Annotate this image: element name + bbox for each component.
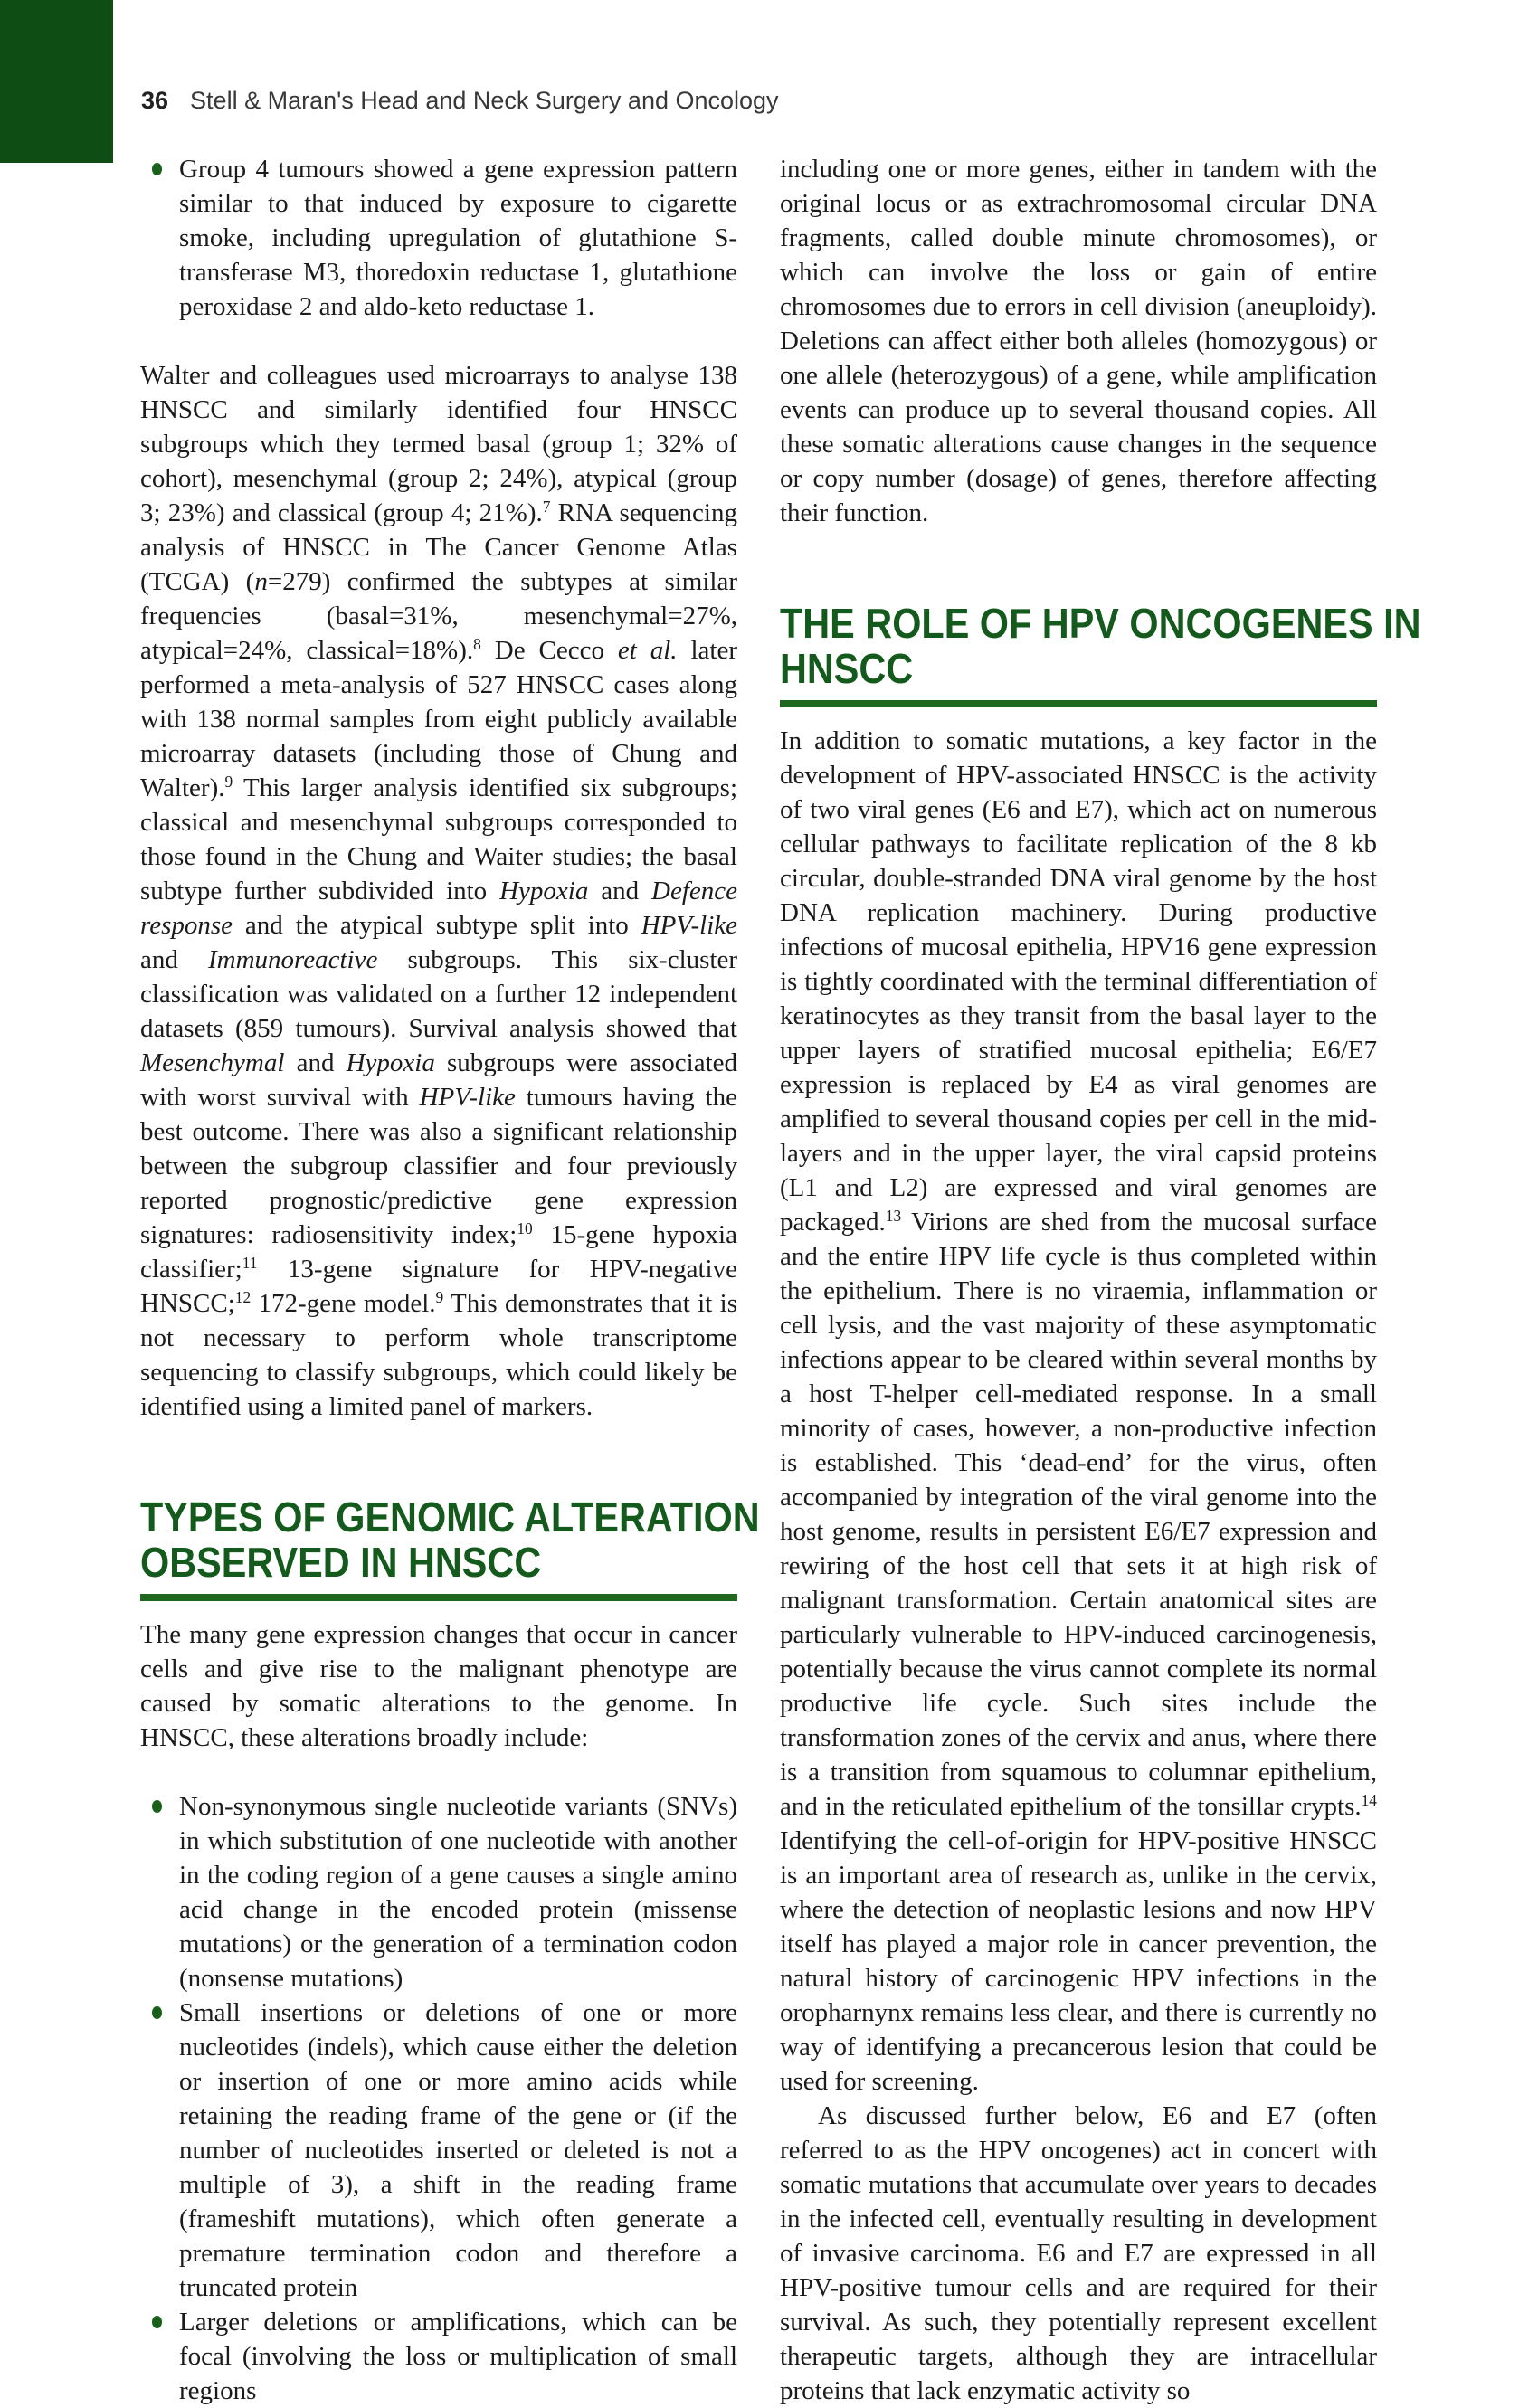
bullet-marker [152,1800,162,1813]
bullet-list [140,152,737,324]
paragraph: As discussed further below, E6 and E7 (often referred to as the HPV oncogenes) act in concert with somatic mutations that accumulate over years to decades in the infected cell, eventually resulting in development of invasive carcinoma. E6 and E7 are expressed in all HPV-positive tumour cells and are required for their survival. As such, they potentially represent excellent therapeutic targets, although they are intracellular proteins that lack enzymatic activity so [780,2101,1377,2405]
right-column [780,152,1421,2408]
section-heading-line: THE ROLE OF HPV ONCOGENES IN [780,600,1421,647]
bullet-marker [152,2316,162,2328]
reference-superscript: 9 [435,1288,444,1307]
bullet-marker [152,2006,162,2019]
reference-superscript: 8 [473,635,481,654]
running-title: Stell & Maran's Head and Neck Surgery and Oncology [190,87,779,114]
reference-superscript: 14 [1361,1791,1377,1810]
page-number: 36 [141,87,169,114]
two-column-body [140,152,1421,2408]
bullet-item: Group 4 tumours showed a gene expression pattern similar to that induced by exposure to cigarette smoke, including upregulation of glutathione S-transferase M3, thoredoxin reductase 1, glutathione peroxidase 2 and aldo-keto reductase 1. [140,152,737,324]
bullet-marker [152,163,162,175]
reference-superscript: 10 [517,1219,533,1238]
bullet-list [140,1789,737,2408]
section-heading-line: HNSCC [780,645,914,692]
page-header [141,87,1381,114]
section-heading-line: TYPES OF GENOMIC ALTERATION [140,1493,760,1541]
reference-superscript: 12 [234,1288,252,1307]
heading-rule [780,700,1377,707]
heading-rule [140,1594,737,1601]
left-column [140,152,760,2408]
reference-superscript: 9 [224,773,233,792]
paragraph: The many gene expression changes that occur in cancer cells and give rise to the malignant phenotype are caused by somatic alterations to the genome. In HNSCC, these alterations broadly include: [140,1620,737,1752]
bullet-item: Larger deletions or amplifications, which can be focal (involving the loss or multiplication of small regions [140,2305,737,2408]
paragraph: In addition to somatic mutations, a key factor in the development of HPV-associated HNSCC is the activity of two viral genes (E6 and E7), which act on numerous cellular pathways to facilitate replication of the 8 kb circular, double-stranded DNA viral genome by the host DNA replication machinery. During productive infections of mucosal epithelia, HPV16 gene expression is tightly coordinated with the terminal differentiation of keratinocytes as they transit from the basal layer to the upper layers of stratified mucosal epithelia; E6/E7 expression is replaced by E4 as viral genomes are amplified to several thousand copies per cell in the mid-layers and in the upper layer, the viral capsid proteins (L1 and L2) are expressed and viral genomes are packaged.$^{13}$ Virions are shed from the mucosal surface and the entire HPV life cycle is thus completed within the epithelium. There is no viraemia, inflammation or cell lysis, and the vast majority of these asymptomatic infections appear to be cleared within several months by a host T-helper cell-mediated response. In a small minority of cases, however, a non-productive infection is established. This ‘dead-end’ for the virus, often accompanied by integration of the viral genome into the host genome, results in persistent E6/E7 expression and rewiring of the host cell that sets it at high risk of malignant transformation. Certain anatomical sites are particularly vulnerable to HPV-induced carcinogenesis, potentially because the virus cannot complete its normal productive life cycle. Such sites include the transformation zones of the cervix and anus, where there is a transition from squamous to columnar epithelium, and in the reticulated epithelium of the tonsillar crypts.$^{14}$ Identifying the cell-of-origin for HPV-positive HNSCC is an important area of research as, unlike in the cervix, where the detection of neoplastic lesions and now HPV itself has played a major role in cancer prevention, the natural history of carcinogenic HPV infections in the oropharnynx remains less clear, and there is currently no way of identifying a precancerous lesion that could be used for screening. [780,726,1377,2096]
corner-accent-block [0,0,113,163]
section-heading-line: OBSERVED IN HNSCC [140,1539,542,1586]
paragraph: Walter and colleagues used microarrays to analyse 138 HNSCC and similarly identified four HNSCC subgroups which they termed basal (group 1; 32% of cohort), mesenchymal (group 2; 24%), atypical (group 3; 23%) and classical (group 4; 21%).$^7$ RNA sequencing analysis of HNSCC in The Cancer Genome Atlas (TCGA) (n=279) confirmed the subtypes at similar frequencies (basal=31%, mesenchymal=27%, atypical=24%, classical=18%).$^8$ De Cecco et al. later performed a meta-analysis of 527 HNSCC cases along with 138 normal samples from eight publicly available microarray datasets (including those of Chung and Walter).$^9$ This larger analysis identified six subgroups; classical and mesenchymal subgroups corresponded to those found in the Chung and Waiter studies; the basal subtype further subdivided into Hypoxia and Defence response and the atypical subtype split into HPV-like and Immunoreactive subgroups. This six-cluster classification was validated on a further 12 independent datasets (859 tumours). Survival analysis showed that Mesenchymal and Hypoxia subgroups were associated with worst survival with HPV-like tumours having the best outcome. There was also a significant relationship between the subgroup classifier and four previously reported prognostic/predictive gene expression signatures: radiosensitivity index;$^{10}$ 15-gene hypoxia classifier;$^{11}$ 13-gene signature for HPV-negative HNSCC;$^{12}$ 172-gene model.$^9$ This demonstrates that it is not necessary to perform whole transcriptome sequencing to classify subgroups, which could likely be identified using a limited panel of markers. [140,361,738,1421]
reference-superscript: 11 [242,1254,258,1273]
bullet-item: Small insertions or deletions of one or more nucleotides (indels), which cause either the deletion or insertion of one or more amino acids while retaining the reading frame of the gene or (if the number of nucleotides inserted or deleted is not a multiple of 3), a shift in the reading frame (frameshift mutations), which often generate a premature termination codon and therefore a truncated protein [140,1996,737,2305]
reference-superscript: 7 [542,498,551,517]
paragraph: including one or more genes, either in tandem with the original locus or as extrachromosomal circular DNA fragments, called double minute chromosomes), or which can involve the loss or gain of entire chromosomes due to errors in cell division (aneuploidy). Deletions can affect either both alleles (homozygous) or one allele (heterozygous) of a gene, while amplification events can produce up to several thousand copies. All these somatic alterations cause changes in the sequence or copy number (dosage) of genes, therefore affecting their function. [780,155,1377,527]
bullet-item: Non-synonymous single nucleotide variants (SNVs) in which substitution of one nucleotide with another in the coding region of a gene causes a single amino acid change in the encoded protein (missense mutations) or the generation of a termination codon (nonsense mutations) [140,1789,737,1996]
section-heading [780,600,1421,707]
reference-superscript: 13 [885,1207,902,1226]
section-heading [140,1493,760,1601]
